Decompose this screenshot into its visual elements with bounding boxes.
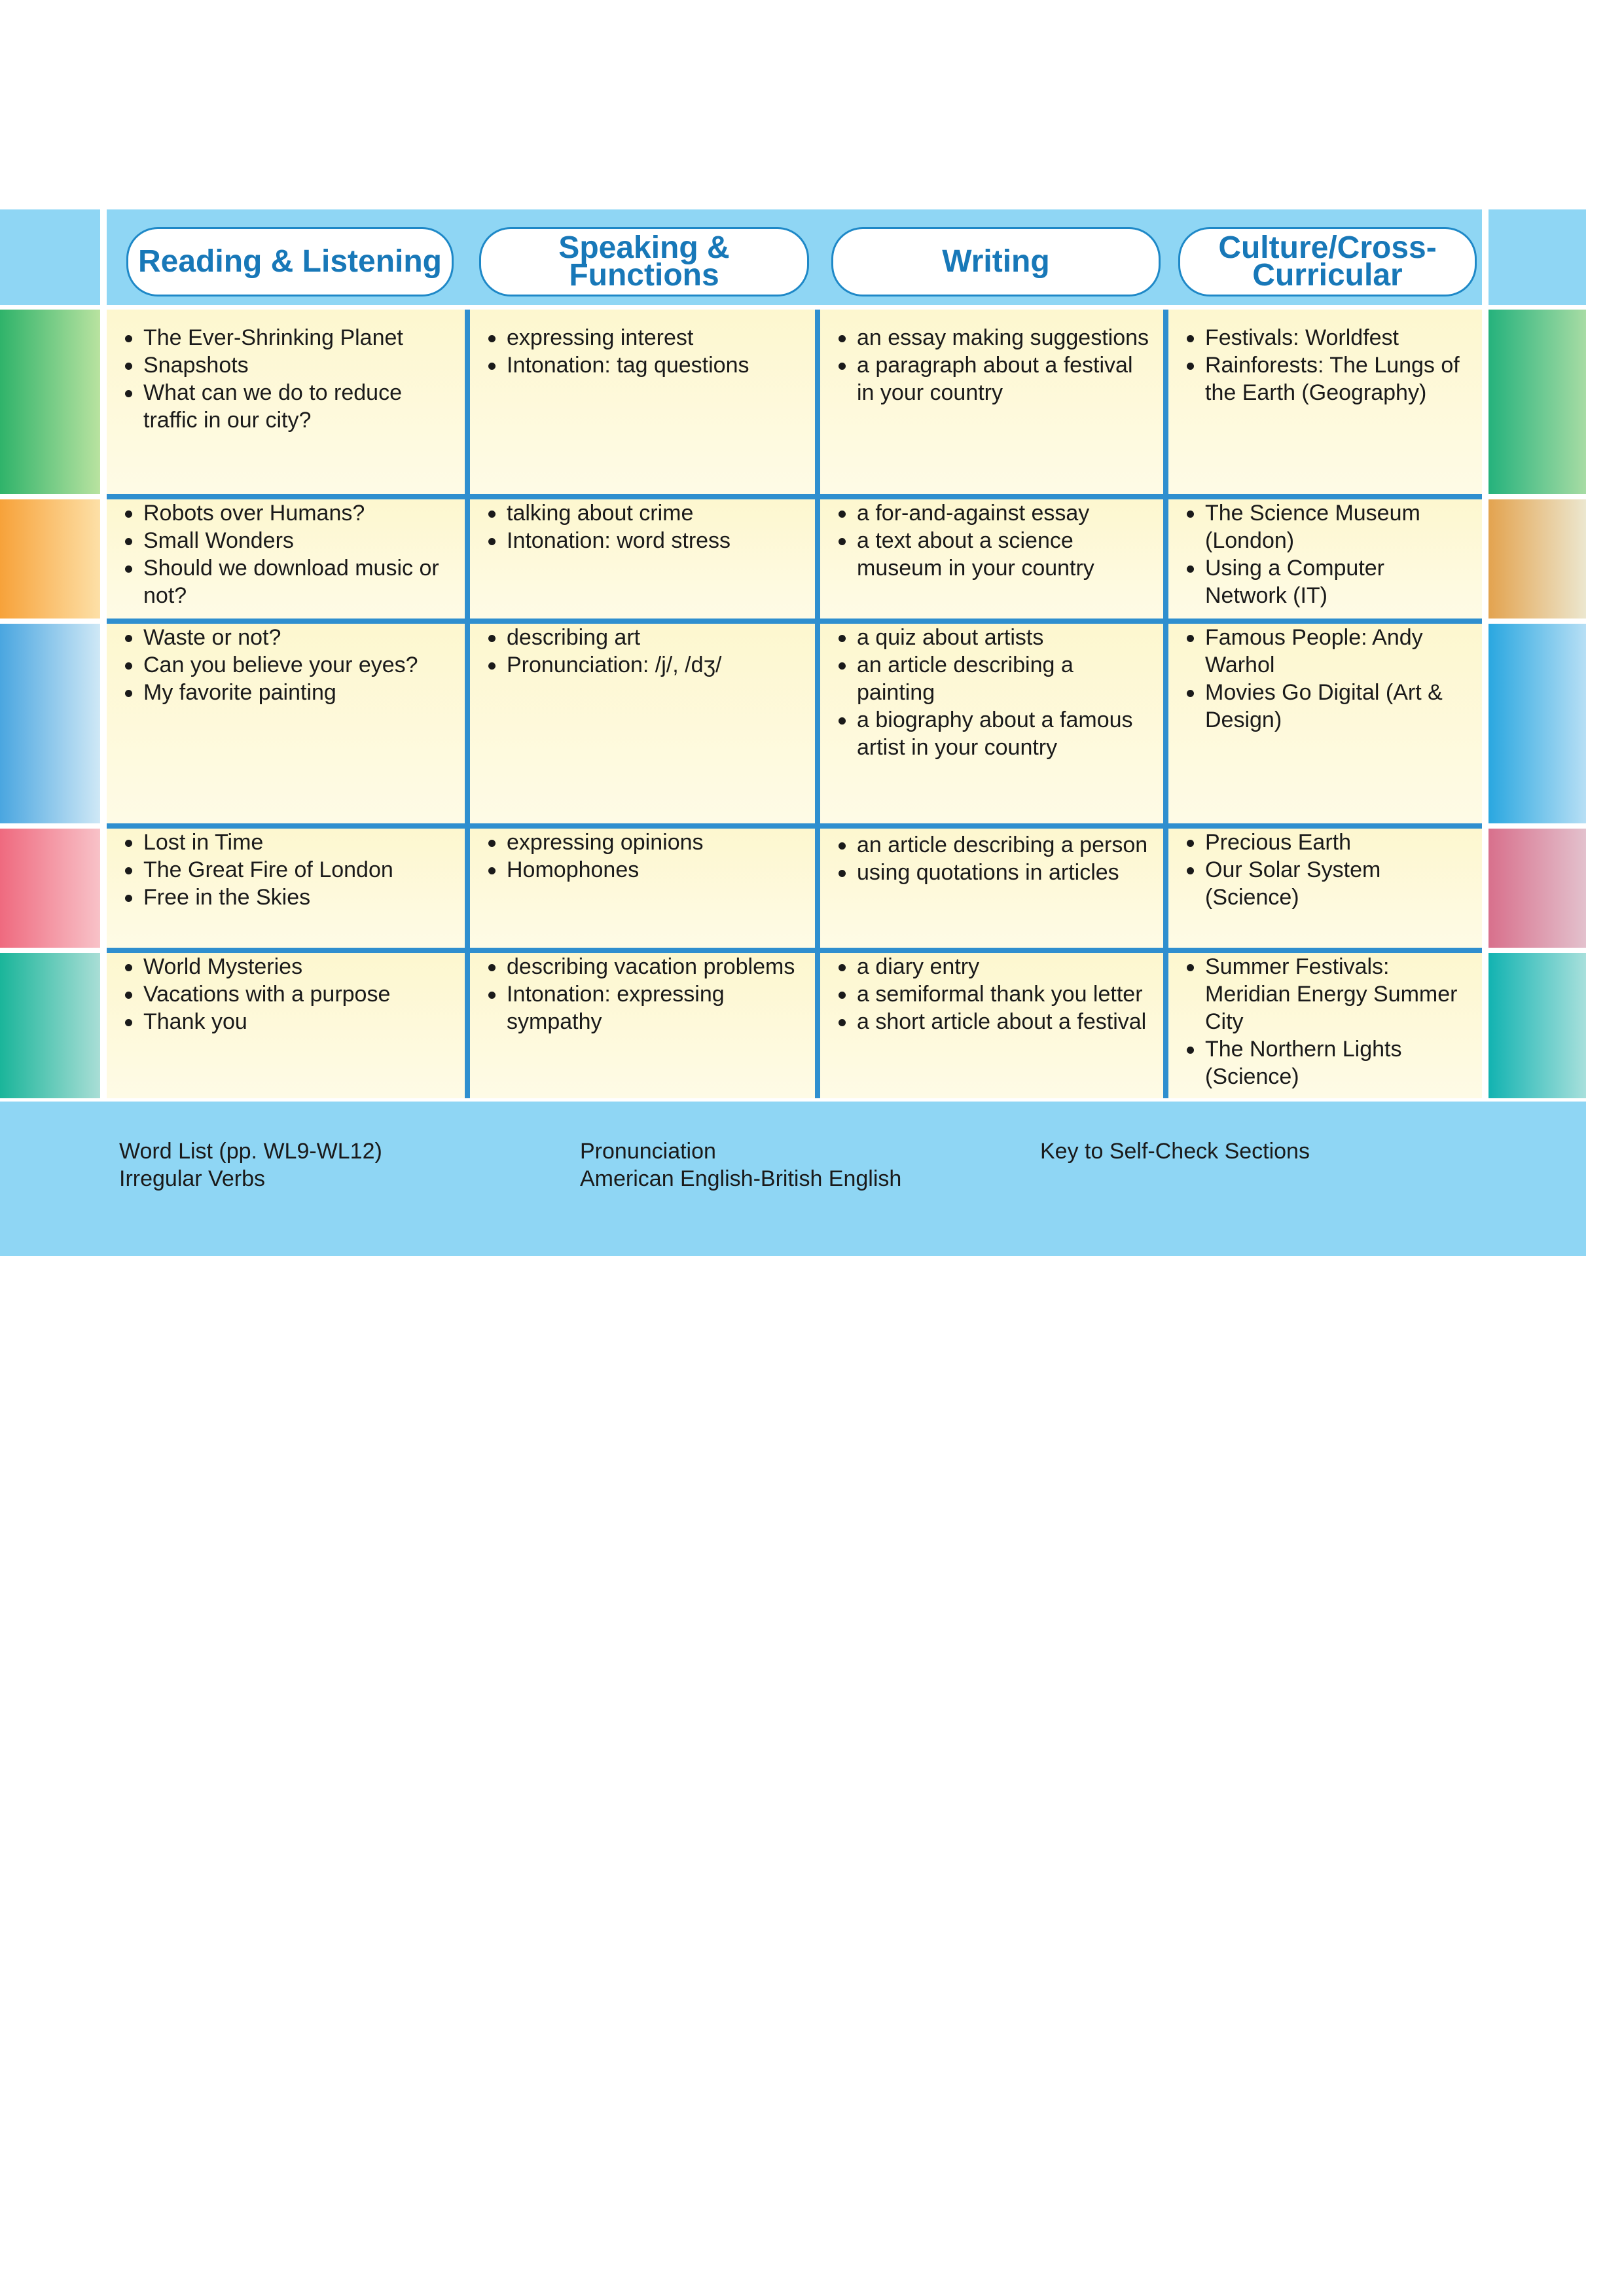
header-reading-label: Reading & Listening xyxy=(137,244,442,279)
list-item: a for-and-against essay xyxy=(857,499,1153,527)
cell-reading-row-2 xyxy=(107,499,465,619)
cell-reading-row-4 xyxy=(107,829,465,948)
unit-tab-left-1 xyxy=(0,310,100,494)
list-item: Summer Festivals: Meridian Energy Summer City xyxy=(1205,953,1471,1035)
cell-speaking-row-4 xyxy=(470,829,815,948)
list-item: a paragraph about a festival in your country xyxy=(857,351,1153,406)
list-item: Small Wonders xyxy=(143,527,454,554)
grid-divider xyxy=(465,310,470,1098)
list-item: Waste or not? xyxy=(143,624,454,651)
unit-tab-right-1 xyxy=(1489,310,1586,494)
header-writing-label: Writing xyxy=(942,244,1050,279)
list-item: a diary entry xyxy=(857,953,1153,980)
cell-reading-row-1 xyxy=(107,310,465,494)
unit-tab-right-2 xyxy=(1489,499,1586,619)
list-item: Should we download music or not? xyxy=(143,554,454,609)
list-item: My favorite painting xyxy=(143,679,454,706)
cell-speaking-row-2 xyxy=(470,499,815,619)
unit-tab-left-4 xyxy=(0,829,100,948)
cell-reading-row-5 xyxy=(107,953,465,1098)
cell-culture-row-3 xyxy=(1168,624,1482,823)
cell-culture-row-1 xyxy=(1168,310,1482,494)
list-item: Our Solar System (Science) xyxy=(1205,856,1471,911)
unit-tab-left-5 xyxy=(0,953,100,1098)
list-item: Snapshots xyxy=(143,351,454,379)
list-item: describing vacation problems xyxy=(507,953,804,980)
header-speaking-label: Speaking & Functions xyxy=(558,230,730,293)
header-gutter xyxy=(100,209,107,305)
unit-tab-right-4 xyxy=(1489,829,1586,948)
list-item: Free in the Skies xyxy=(143,884,454,911)
footer-col-2 xyxy=(580,1138,1038,1193)
list-item: Can you believe your eyes? xyxy=(143,651,454,679)
list-item: talking about crime xyxy=(507,499,804,527)
footer-col-3 xyxy=(1040,1138,1498,1165)
list-item: Movies Go Digital (Art & Design) xyxy=(1205,679,1471,734)
grid-divider xyxy=(107,494,1482,499)
list-item: Pronunciation: /j/, /dʒ/ xyxy=(507,651,804,679)
list-item: The Ever-Shrinking Planet xyxy=(143,324,454,351)
list-item: describing art xyxy=(507,624,804,651)
unit-tab-right-3 xyxy=(1489,624,1586,823)
list-item: an article describing a painting xyxy=(857,651,1153,706)
list-item: Intonation: expressing sympathy xyxy=(507,980,804,1035)
list-item: What can we do to reduce traffic in our city? xyxy=(143,379,454,434)
header-reading-listening xyxy=(126,227,454,296)
list-item: an article describing a person xyxy=(857,831,1153,859)
list-item: a short article about a festival xyxy=(857,1008,1153,1035)
list-item: Robots over Humans? xyxy=(143,499,454,527)
header-speaking-functions xyxy=(479,227,809,296)
cell-reading-row-3 xyxy=(107,624,465,823)
list-item: Famous People: Andy Warhol xyxy=(1205,624,1471,679)
unit-tab-left-2 xyxy=(0,499,100,619)
cell-culture-row-2 xyxy=(1168,499,1482,619)
header-culture-label-1: Culture/Cross- xyxy=(1218,230,1437,265)
list-item: World Mysteries xyxy=(143,953,454,980)
unit-tab-right-5 xyxy=(1489,953,1586,1098)
header-culture-label-2: Curricular xyxy=(1252,258,1403,293)
header-culture-cross-curricular xyxy=(1178,227,1477,296)
list-item: an essay making suggestions xyxy=(857,324,1153,351)
list-item: Homophones xyxy=(507,856,804,884)
footer-pronunciation: Pronunciation xyxy=(580,1139,716,1164)
list-item: Thank you xyxy=(143,1008,454,1035)
grid-divider xyxy=(815,310,820,1098)
list-item: Vacations with a purpose xyxy=(143,980,454,1008)
unit-tab-left-3 xyxy=(0,624,100,823)
list-item: using quotations in articles xyxy=(857,859,1153,886)
grid-divider xyxy=(1163,310,1168,1098)
list-item: a quiz about artists xyxy=(857,624,1153,651)
list-item: a semiformal thank you letter xyxy=(857,980,1153,1008)
grid-divider xyxy=(107,948,1482,953)
list-item: a biography about a famous artist in your country xyxy=(857,706,1153,761)
list-item: Intonation: tag questions xyxy=(507,351,804,379)
cell-culture-row-4 xyxy=(1168,829,1482,948)
cell-culture-row-5 xyxy=(1168,953,1482,1098)
list-item: expressing opinions xyxy=(507,829,804,856)
list-item: The Great Fire of London xyxy=(143,856,454,884)
cell-writing-row-5 xyxy=(820,953,1163,1098)
cell-writing-row-3 xyxy=(820,624,1163,823)
cell-speaking-row-1 xyxy=(470,310,815,494)
list-item: Using a Computer Network (IT) xyxy=(1205,554,1471,609)
list-item: The Northern Lights (Science) xyxy=(1205,1035,1471,1090)
cell-writing-row-1 xyxy=(820,310,1163,494)
grid-divider xyxy=(107,619,1482,624)
header-gutter xyxy=(1482,209,1489,305)
list-item: The Science Museum (London) xyxy=(1205,499,1471,554)
footer-self-check-key: Key to Self-Check Sections xyxy=(1040,1139,1310,1164)
list-item: expressing interest xyxy=(507,324,804,351)
footer-irregular-verbs: Irregular Verbs xyxy=(119,1166,265,1191)
list-item: Festivals: Worldfest xyxy=(1205,324,1471,351)
cell-speaking-row-3 xyxy=(470,624,815,823)
grid-divider xyxy=(107,823,1482,829)
list-item: Rainforests: The Lungs of the Earth (Geography) xyxy=(1205,351,1471,406)
footer-word-list: Word List (pp. WL9-WL12) xyxy=(119,1139,382,1164)
header-writing xyxy=(831,227,1161,296)
list-item: Precious Earth xyxy=(1205,829,1471,856)
cell-writing-row-4 xyxy=(820,829,1163,948)
list-item: Intonation: word stress xyxy=(507,527,804,554)
footer-col-1 xyxy=(119,1138,538,1193)
list-item: a text about a science museum in your country xyxy=(857,527,1153,582)
cell-speaking-row-5 xyxy=(470,953,815,1098)
list-item: Lost in Time xyxy=(143,829,454,856)
footer-american-british: American English-British English xyxy=(580,1166,902,1191)
cell-writing-row-2 xyxy=(820,499,1163,619)
